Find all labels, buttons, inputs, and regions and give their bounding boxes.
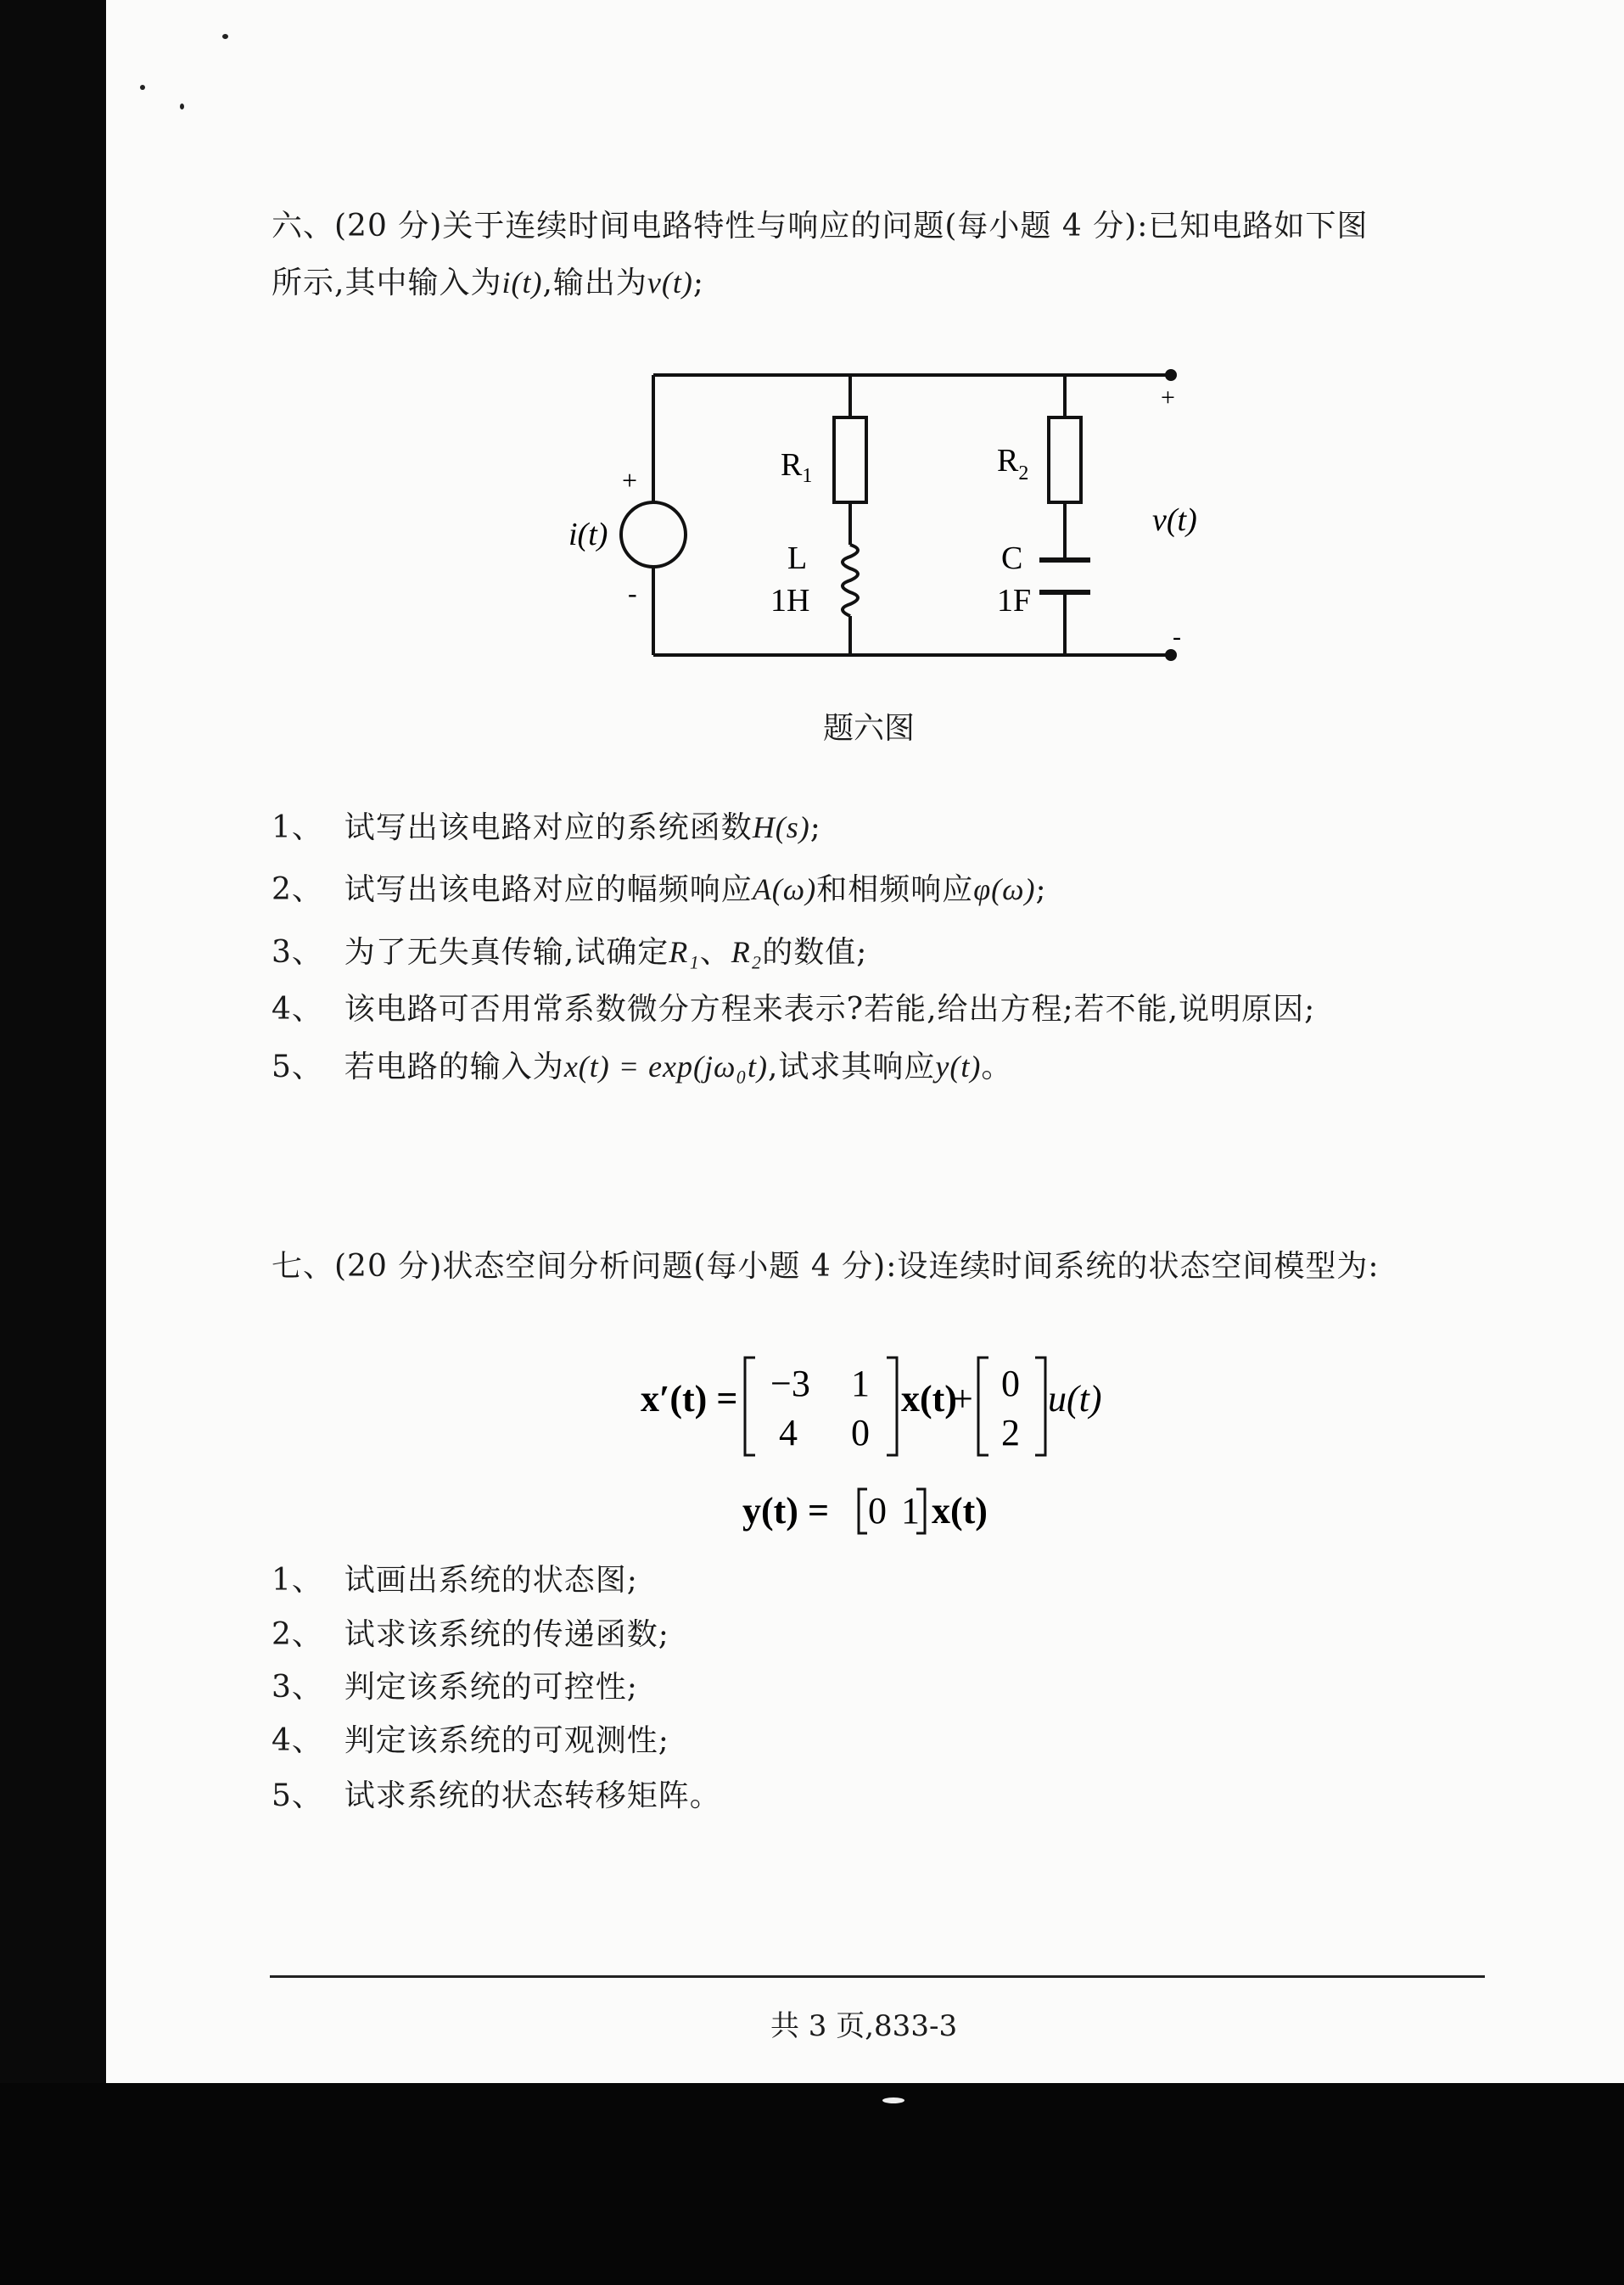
exam-page [106, 0, 1624, 2083]
item-math: A(ω) [752, 872, 817, 906]
state-vector: x(t) [901, 1378, 957, 1420]
state-equation [628, 1345, 1137, 1549]
input-symbol: i(t) [501, 266, 543, 300]
matrix-b-cell: 2 [1001, 1412, 1020, 1453]
source-plus-label: + [622, 465, 638, 496]
item-text: 该电路可否用常系数微分方程来表示?若能,给出方程;若不能,说明原因; [344, 992, 1316, 1027]
matrix-b-cell: 0 [1001, 1363, 1020, 1404]
output-terminal-plus [1165, 369, 1177, 381]
r1-label: $R_1$ [781, 447, 813, 487]
item-number: 1、 [272, 1563, 323, 1598]
item-math: y(t) [935, 1050, 982, 1084]
item-math: R₂ [731, 935, 763, 969]
item-text: 试求系统的状态转移矩阵。 [344, 1778, 721, 1813]
item-text: 试写出该电路对应的系统函数 [344, 810, 753, 845]
eq2-lhs: y(t) = [742, 1490, 830, 1532]
matrix-c-cell: 0 [868, 1490, 887, 1532]
inductor-name-label: L [787, 540, 808, 576]
source-label: i(t) [568, 517, 608, 552]
q7-item-4 [272, 1724, 669, 1758]
item-math: x(t) = exp(jω₀t) [563, 1050, 768, 1084]
item-number: 5、 [272, 1778, 323, 1813]
state-vector: x(t) [932, 1490, 988, 1532]
item-number: 1、 [272, 810, 323, 845]
figure-caption: 题六图 [823, 711, 916, 746]
source-minus-label: - [628, 578, 637, 608]
item-math: φ(ω) [973, 872, 1036, 906]
item-tail: 的数值; [762, 935, 868, 970]
item-number: 4、 [272, 992, 323, 1027]
item-tail: 。 [981, 1050, 1013, 1084]
matrix-a-cell: 4 [779, 1412, 798, 1453]
matrix-a-cell: 0 [851, 1412, 870, 1453]
output-plus-label: + [1161, 384, 1175, 412]
capacitor-name-label: C [1001, 540, 1023, 576]
q7-item-3 [272, 1671, 638, 1705]
item-number: 2、 [272, 1617, 323, 1652]
inductor-l [843, 545, 858, 616]
item-text: ,试求其响应 [767, 1050, 936, 1084]
item-text: 、 [699, 935, 731, 970]
item-number: 2、 [272, 872, 323, 907]
r2-label: $R_2$ [997, 443, 1029, 484]
q6-item-2 [272, 872, 1047, 907]
output-symbol: v(t) [647, 266, 693, 300]
q6-item-5 [272, 1050, 1012, 1084]
item-number: 5、 [272, 1050, 323, 1084]
footer-divider [270, 1975, 1485, 1978]
item-tail: ; [809, 810, 821, 845]
plus-sign: + [952, 1378, 973, 1420]
scan-speck [222, 34, 228, 39]
output-label: v(t) [1152, 502, 1197, 538]
q6-item-1 [272, 810, 821, 845]
q6-intro-text: 所示,其中输入为 [272, 266, 502, 300]
q6-intro-text: ; [692, 266, 704, 300]
item-text: 判定该系统的可控性; [344, 1670, 638, 1705]
item-text: 试求该系统的传递函数; [344, 1617, 669, 1652]
q6-item-3 [272, 935, 867, 970]
scan-speck [882, 2097, 904, 2103]
q6-intro-text: ,输出为 [542, 266, 647, 300]
item-number: 3、 [272, 935, 323, 970]
item-text: 试画出系统的状态图; [344, 1563, 638, 1598]
inductor-value-label: 1H [770, 583, 810, 619]
item-math: H(s) [752, 810, 810, 844]
item-text: 为了无失真传输,试确定 [344, 935, 669, 970]
matrix-a-cell: −3 [770, 1363, 810, 1404]
output-minus-label: - [1173, 623, 1181, 651]
scan-speck [140, 85, 145, 90]
capacitor-value-label: 1F [997, 583, 1032, 619]
item-number: 4、 [272, 1723, 323, 1758]
q7-item-5 [272, 1779, 721, 1813]
scan-speck [180, 104, 184, 109]
q7-item-2 [272, 1618, 669, 1652]
item-text: 判定该系统的可观测性; [344, 1723, 669, 1758]
matrix-a-cell: 1 [851, 1363, 870, 1404]
item-tail: ; [1035, 872, 1047, 907]
q6-intro-line-2 [272, 266, 704, 300]
q6-intro-line-1: 六、(20 分)关于连续时间电路特性与响应的问题(每小题 4 分):已知电路如下图 [272, 209, 1369, 244]
q7-item-1 [272, 1564, 638, 1598]
eq1-lhs: x′(t) = [641, 1378, 738, 1420]
matrix-a-brackets [745, 1358, 897, 1455]
item-math: R₁ [669, 935, 700, 969]
output-terminal-minus [1165, 649, 1177, 661]
resistor-r1 [834, 417, 866, 502]
input-u: u(t) [1048, 1378, 1102, 1420]
item-text: 和相频响应 [816, 872, 974, 907]
resistor-r2 [1049, 417, 1081, 502]
circuit-diagram [543, 356, 1222, 679]
item-number: 3、 [272, 1670, 323, 1705]
scan-border-bottom [0, 2083, 1624, 2285]
q7-intro: 七、(20 分)状态空间分析问题(每小题 4 分):设连续时间系统的状态空间模型为: [272, 1249, 1380, 1284]
current-source [621, 502, 686, 567]
item-text: 试写出该电路对应的幅频响应 [344, 872, 753, 907]
page-footer: 共 3 页,833-3 [770, 2009, 958, 2043]
matrix-c-cell: 1 [901, 1490, 920, 1532]
q6-item-4 [272, 993, 1315, 1027]
item-text: 若电路的输入为 [344, 1050, 564, 1084]
